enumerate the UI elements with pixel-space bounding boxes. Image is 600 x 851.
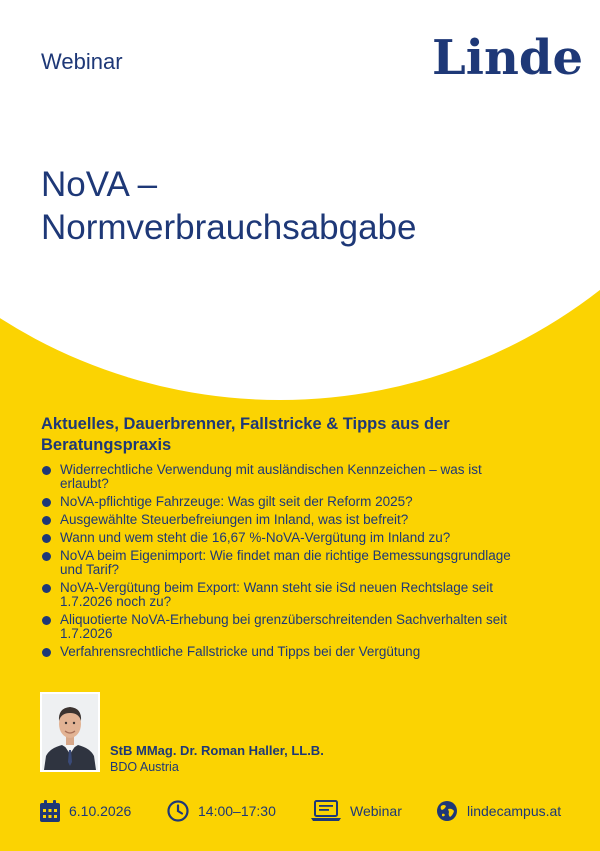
clock-icon [167, 800, 189, 822]
topic-text: NoVA-pflichtige Fahrzeuge: Was gilt seit der Reform 2025? [60, 494, 413, 509]
event-format [311, 796, 402, 826]
topic-text: Widerrechtliche Verwendung mit ausländischen Kennzeichen – was ist [60, 462, 482, 477]
topic-item [41, 549, 561, 577]
speaker-portrait-icon [42, 694, 98, 770]
topic-text: Ausgewählte Steuerbefreiungen im Inland, was ist befreit? [60, 512, 409, 527]
bullet-dot-icon [42, 498, 51, 507]
linde-logo[interactable]: Linde [432, 30, 583, 86]
event-time-text: 14:00–17:30 [198, 803, 276, 819]
topic-text: Verfahrensrechtliche Fallstricke und Tipps bei der Vergütung [60, 644, 421, 659]
topic-text-cont: 1.7.2026 [60, 626, 113, 641]
bullet-dot-icon [42, 584, 51, 593]
subtitle [41, 414, 561, 456]
laptop-icon [311, 800, 341, 822]
subtitle-line-2: Beratungspraxis [41, 436, 172, 454]
speaker-photo [40, 692, 100, 772]
topic-text: Aliquotierte NoVA-Erhebung bei grenzüberschreitenden Sachverhalten seit [60, 612, 508, 627]
topic-text-cont: und Tarif? [60, 562, 120, 577]
topic-text: NoVA-Vergütung beim Export: Wann steht sie iSd neuen Rechtslage seit [60, 580, 493, 595]
speaker-organization: BDO Austria [110, 760, 179, 774]
event-format-text: Webinar [350, 803, 402, 819]
calendar-icon [40, 800, 60, 822]
page-title [41, 163, 561, 249]
event-date-text: 6.10.2026 [69, 803, 132, 819]
topic-text: Wann und wem steht die 16,67 %-NoVA-Vergütung im Inland zu? [60, 530, 451, 545]
event-website-link[interactable]: lindecampus.at [467, 803, 562, 819]
event-time [167, 796, 276, 826]
title-line-2: Normverbrauchsabgabe [41, 208, 417, 247]
bullet-dot-icon [42, 552, 51, 561]
bullet-dot-icon [42, 648, 51, 657]
bullet-dot-icon [42, 516, 51, 525]
topic-item [41, 531, 561, 545]
title-line-1: NoVA – [41, 165, 158, 204]
topic-item [41, 513, 561, 527]
topic-item [41, 581, 561, 609]
bullet-dot-icon [42, 534, 51, 543]
topic-item [41, 463, 561, 491]
speaker-name: StB MMag. Dr. Roman Haller, LL.B. [110, 743, 324, 758]
topic-text-cont: 1.7.2026 noch zu? [60, 594, 172, 609]
subtitle-line-1: Aktuelles, Dauerbrenner, Fallstricke & Tipps aus der [41, 415, 450, 433]
topic-item [41, 645, 561, 659]
globe-icon [436, 800, 458, 822]
topic-item [41, 613, 561, 641]
bullet-dot-icon [42, 616, 51, 625]
event-website[interactable] [436, 796, 561, 826]
event-info-bar [0, 796, 600, 826]
event-date [40, 796, 131, 826]
topic-text-cont: erlaubt? [60, 476, 109, 491]
topic-item [41, 495, 561, 509]
topic-text: NoVA beim Eigenimport: Wie findet man die richtige Bemessungsgrundlage [60, 548, 511, 563]
bullet-dot-icon [42, 466, 51, 475]
event-type-label: Webinar [41, 49, 123, 74]
topic-list [41, 463, 561, 663]
